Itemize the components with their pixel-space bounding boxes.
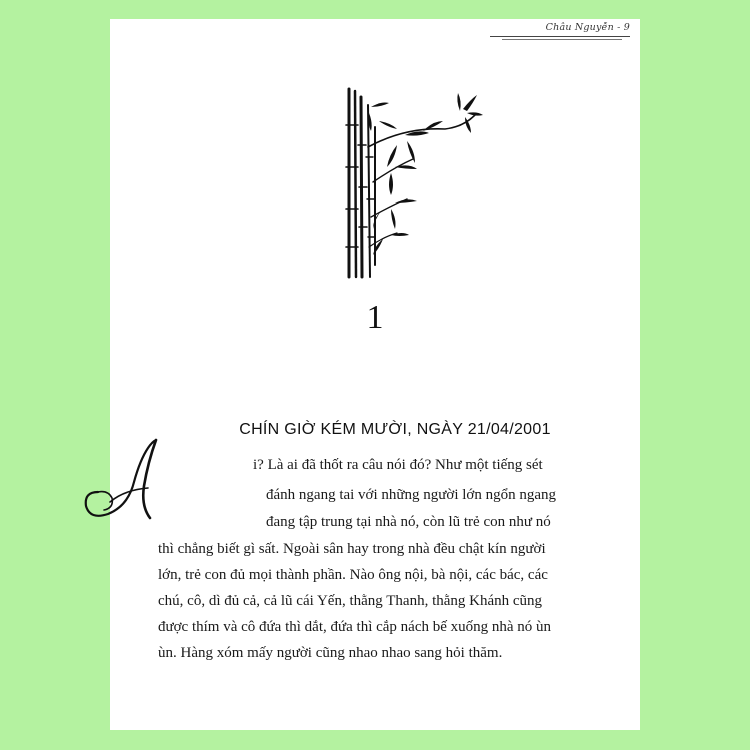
calligraphic-letter-a-icon <box>78 432 158 524</box>
body-line: i? Là ai đã thốt ra câu nói đó? Như một tiếng sét <box>253 457 543 473</box>
section-heading: CHÍN GIỜ KÉM MƯỜI, NGÀY 21/04/2001 <box>239 421 551 438</box>
running-head-rule-secondary <box>502 39 622 40</box>
running-head: Châu Nguyễn - 9 <box>545 22 630 33</box>
body-line: thì chẳng biết gì sất. Ngoài sân hay trong nhà đều chật kín người <box>158 541 546 557</box>
running-head-rule <box>490 36 630 37</box>
body-line: lớn, trẻ con đủ mọi thành phần. Nào ông nội, bà nội, các bác, các <box>158 567 548 583</box>
body-line: đánh ngang tai với những người lớn ngổn ngang <box>266 487 557 503</box>
body-line: đang tập trung tại nhà nó, còn lũ trẻ con như nó <box>266 514 551 530</box>
body-line: ùn. Hàng xóm mấy người cũng nhao nhao sang hỏi thăm. <box>158 645 503 661</box>
chapter-number: 1 <box>366 299 384 336</box>
bamboo-icon <box>335 87 485 279</box>
body-line: được thím và cô đứa thì dắt, đứa thì cắp nách bế xuống nhà nó ùn <box>158 619 552 635</box>
body-line: chú, cô, dì đủ cả, cả lũ cái Yến, thằng Thanh, thằng Khánh cũng <box>158 593 543 609</box>
